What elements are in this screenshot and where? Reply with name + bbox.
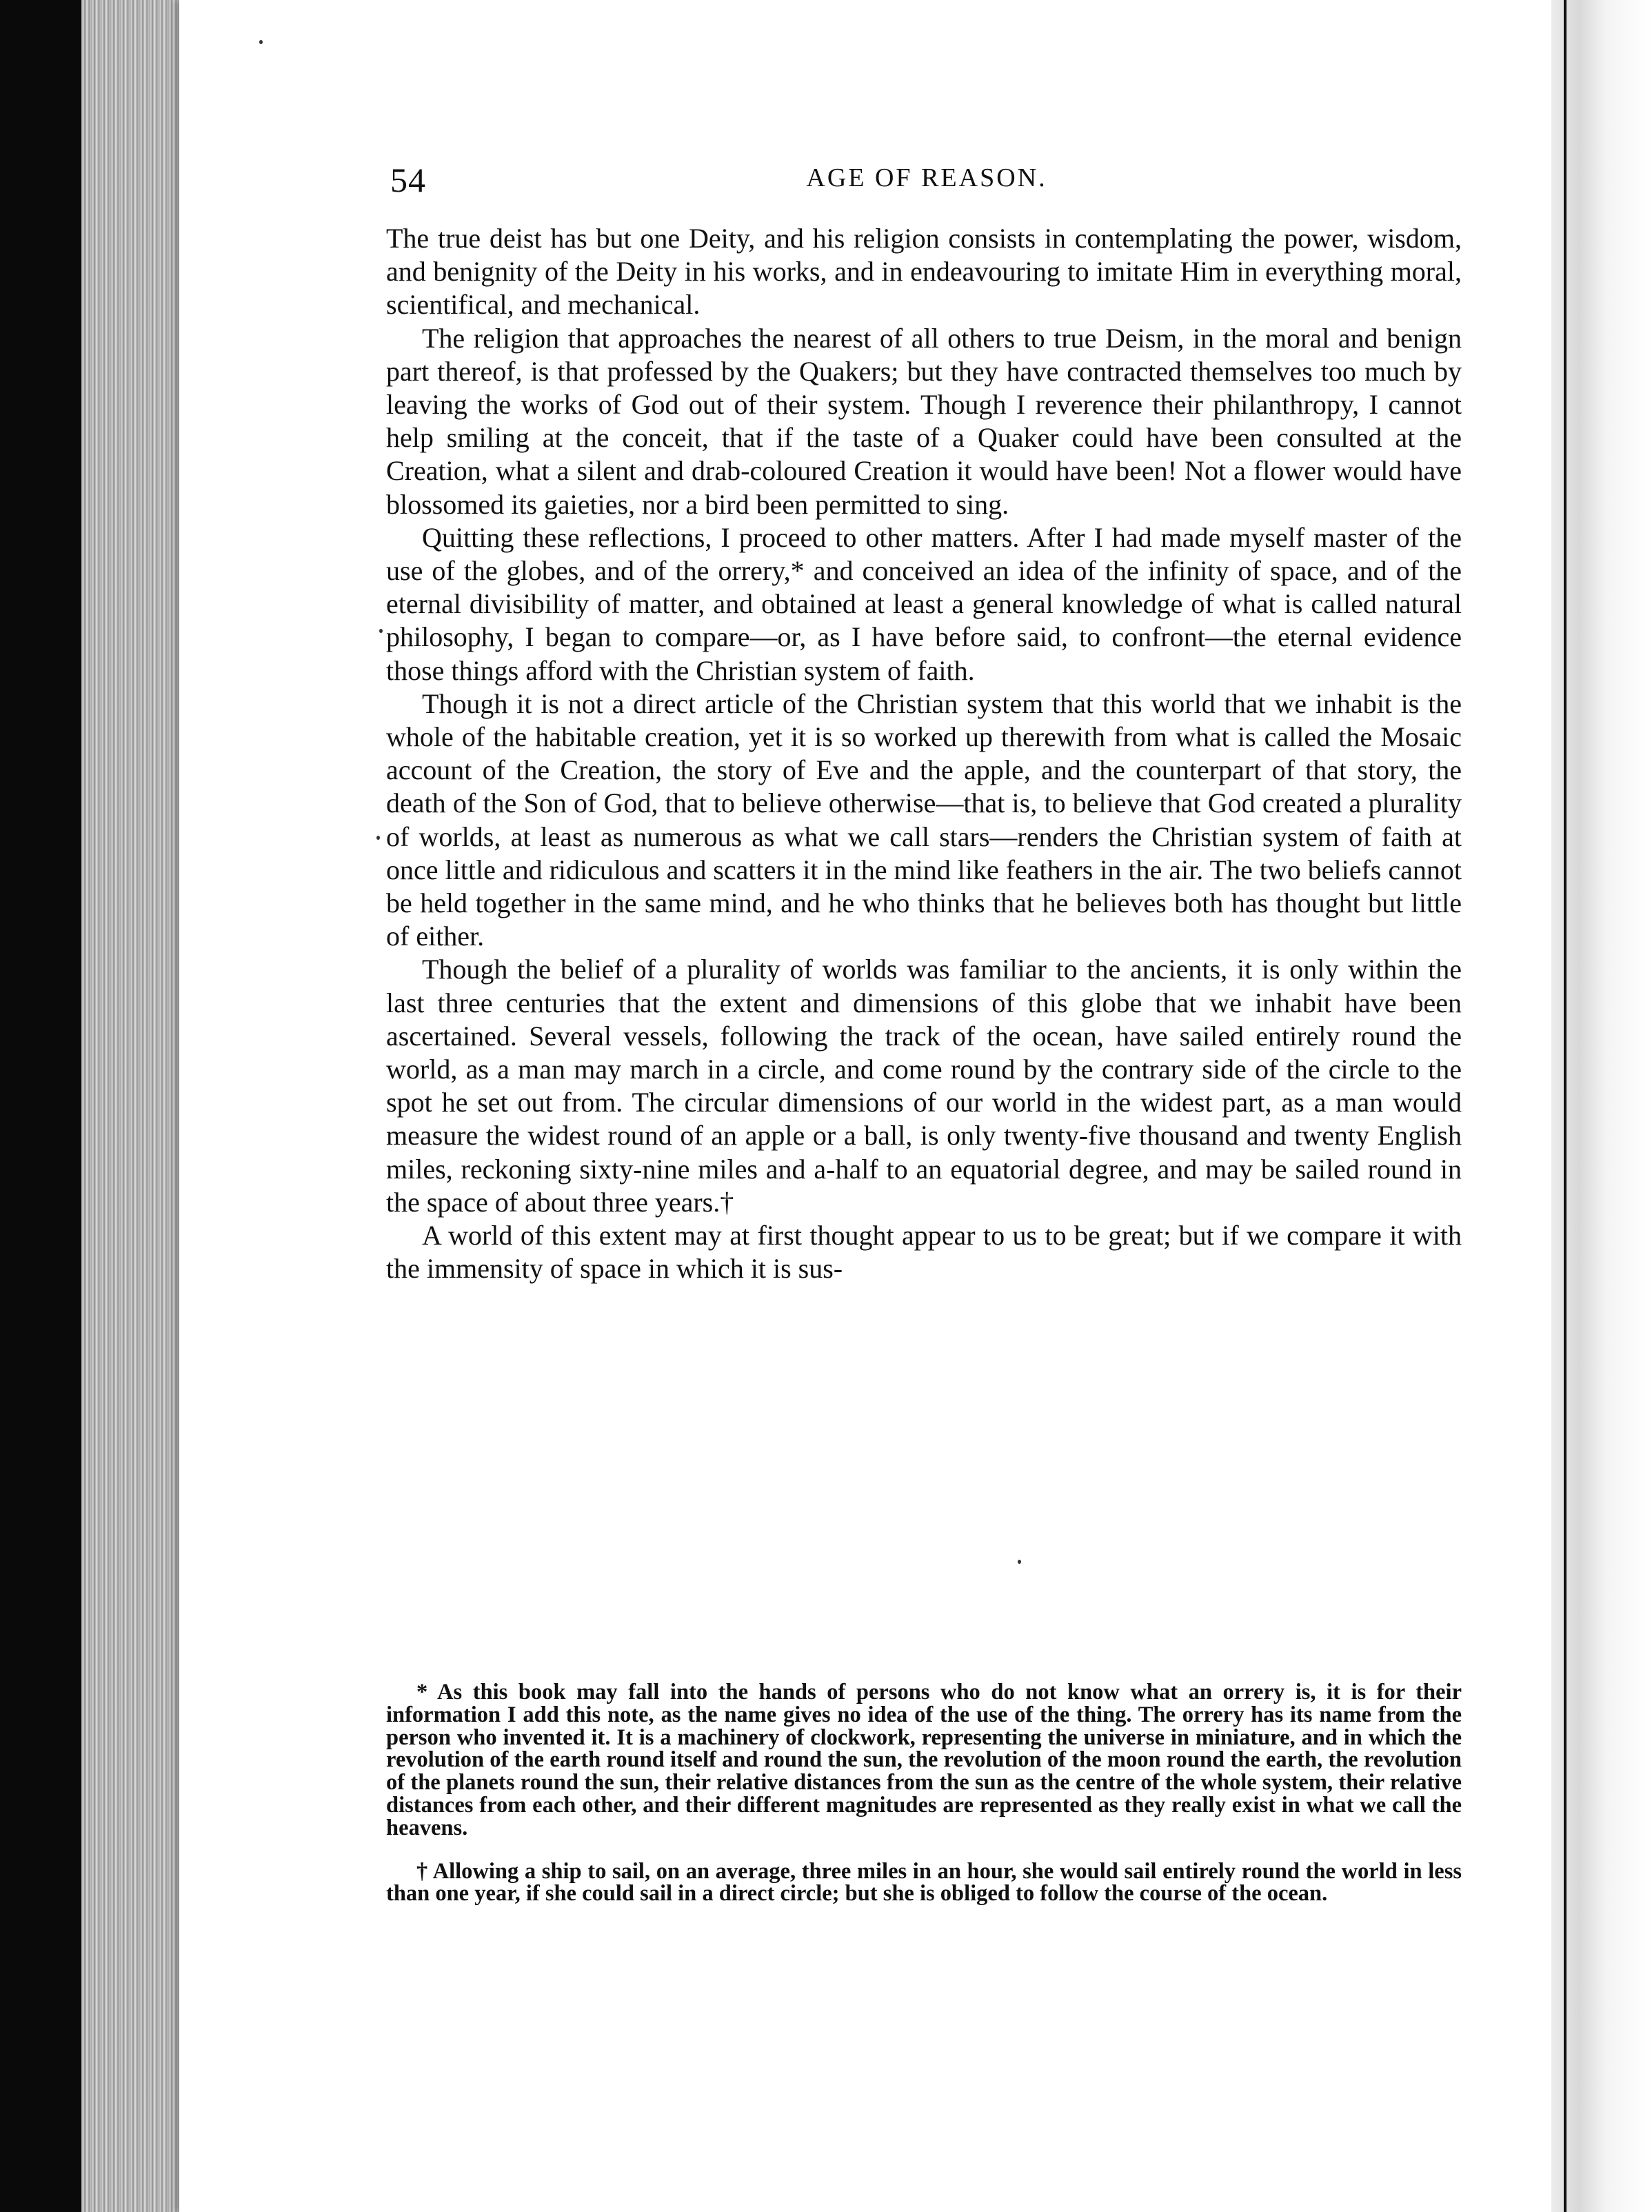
scan-speck xyxy=(376,836,380,840)
paragraph: The true deist has but one Deity, and his religion consists in contemplating the power, wisdom, and benignity of the Deity in his works, and in endeavouring to imitate Him in everything moral, scientifical, and mechanical. xyxy=(386,223,1462,321)
paragraph: A world of this extent may at first thought appear to us to be great; but if we compare it with the immensity of space in which it is sus- xyxy=(386,1220,1462,1285)
running-head xyxy=(390,157,1463,205)
footnote-ship: † Allowing a ship to sail, on an average, three miles in an hour, she would sail entirely round the world in less than one year, if she could sail in a direct circle; but she is obliged to follow the course of the ocean. xyxy=(386,1858,1462,1907)
paragraph: Though the belief of a plurality of worlds was familiar to the ancients, it is only within the last three centuries that the extent and dimensions of this globe that we inhabit have been ascertained. Several vessels, following the track of the ocean, have sailed entirely round the world, as a man may march in a circle, and come round by the contrary side of the circle to the spot he set out from. The circular dimensions of our world in the widest part, as a man would measure the widest round of an apple or a ball, is only twenty-five thousand and twenty English miles, reckoning sixty-nine miles and a-half to an equatorial degree, and may be sailed round in the space of about three years.† xyxy=(386,954,1462,1218)
scan-speck xyxy=(1018,1560,1021,1564)
main-text xyxy=(386,222,1462,1286)
footnote-orrery: * As this book may fall into the hands of persons who do not know what an orrery is, it is for their information I add this note, as the name gives no idea of the use of the thing. The orrery has its name from the person who invented it. It is a machinery of clockwork, representing the universe in miniature, and in which the revolution of the earth round itself and round the sun, the revolution of the moon round the earth, the revolution of the planets round the sun, their relative distances from the sun as the centre of the whole system, their relative distances from each other, and their different magnitudes are represented as they really exist in what we call the heavens. xyxy=(386,1680,1462,1840)
scan-speck xyxy=(259,40,263,44)
page-number: 54 xyxy=(390,161,426,199)
scan-border-left xyxy=(0,0,81,2212)
paragraph: Quitting these reflections, I proceed to other matters. After I had made myself master of the use of the globes, and of the orrery,* and conceived an idea of the infinity of space, and of the eternal divisibility of matter, and obtained at least a general knowledge of what is called natural philosophy, I began to compare—or, as I have before said, to confront—the eternal evidence those things afford with the Christian system of faith. xyxy=(386,521,1462,686)
paragraph: Though it is not a direct article of the Christian system that this world that we inhabit is the whole of the habitable creation, yet it is so worked up therewith from what is called the Mosaic account of the Creation, the story of Eve and the apple, and the counterpart of that story, the death of the Son of God, that to believe otherwise—that is, to believe that God created a plurality of worlds, at least as numerous as what we call stars—renders the Christian system of faith at once little and ridiculous and scatters it in the mind like feathers in the air. The two beliefs cannot be held together in the same mind, and he who thinks that he believes both has thought but little of either. xyxy=(386,687,1462,952)
footnotes xyxy=(386,1681,1462,1905)
running-title: AGE OF REASON. xyxy=(806,163,1047,192)
page-right-gutter xyxy=(1551,0,1652,2212)
paragraph: The religion that approaches the nearest of all others to true Deism, in the moral and benign part thereof, is that professed by the Quakers; but they have contracted themselves too much by leaving the works of God out of their system. Though I reverence their philanthropy, I cannot help smiling at the conceit, that if the taste of a Quaker could have been consulted at the Creation, what a silent and drab-coloured Creation it would have been! Not a flower would have blossomed its gaieties, nor a bird been permitted to sing. xyxy=(386,322,1462,520)
scan-speck xyxy=(379,629,383,633)
